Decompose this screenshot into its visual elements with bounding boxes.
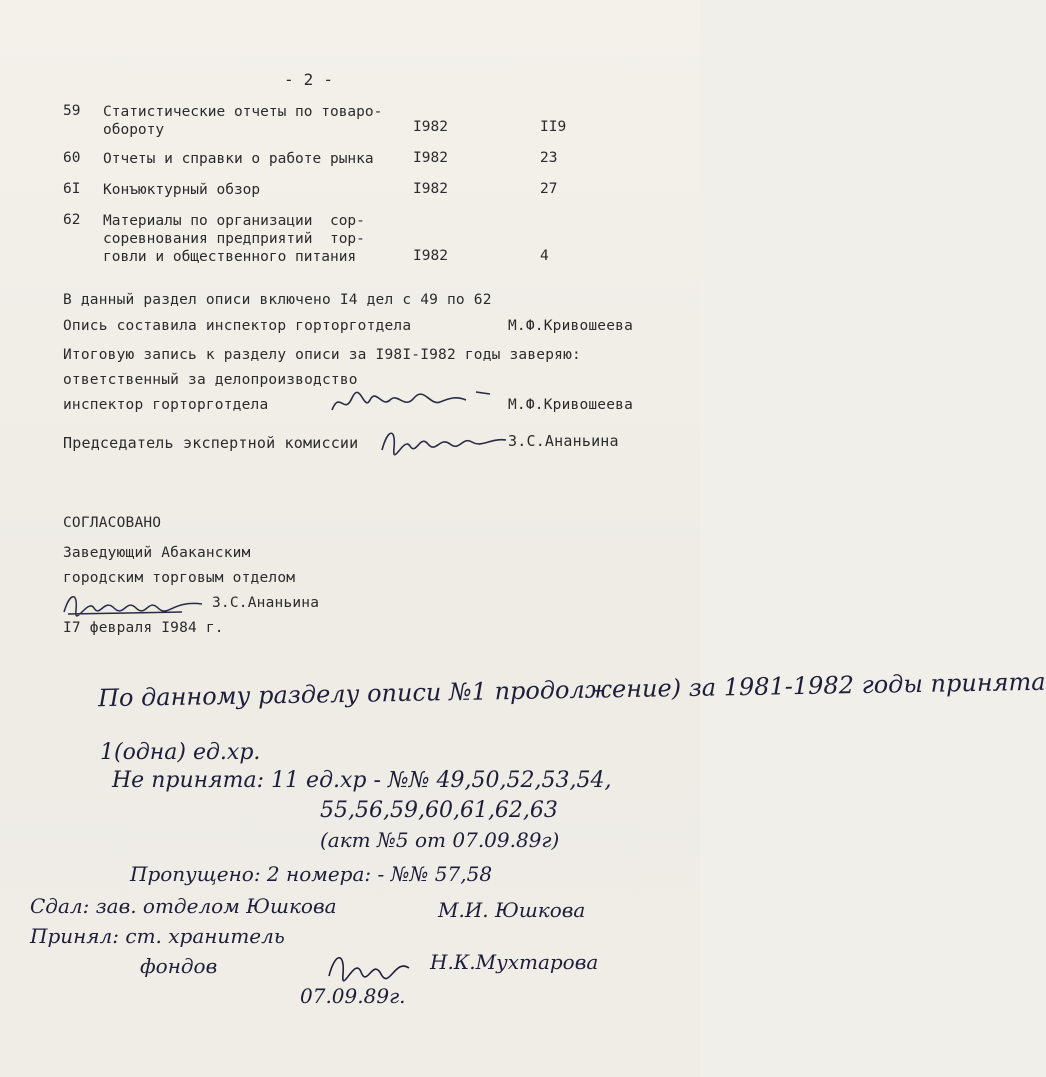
item-year: I982: [413, 248, 448, 264]
item-number: 60: [63, 150, 81, 166]
item-title: Отчеты и справки о работе рынка: [103, 151, 374, 167]
inspector-signature: [330, 388, 500, 418]
handwritten-note-line-2: 1(одна) ед.хр.: [100, 740, 261, 765]
handwritten-note-line-7-name: М.И. Юшкова: [438, 898, 586, 922]
handwritten-note-line-3: Не принята: 11 ед.хр - №№ 49,50,52,53,54,: [112, 768, 612, 793]
item-count: 4: [540, 248, 549, 264]
approval-line-2: городским торговым отделом: [63, 570, 296, 586]
item-number: 62: [63, 212, 81, 228]
compiled-by-name: М.Ф.Кривошеева: [508, 318, 634, 334]
handwritten-note-line-8: Принял: ст. хранитель: [30, 924, 285, 948]
chair-name: З.С.Ананьина: [508, 432, 619, 450]
item-year: I982: [413, 181, 448, 197]
item-number: 6I: [63, 181, 81, 197]
approval-line-1: Заведующий Абаканским: [63, 545, 251, 561]
compiled-by-label: Опись составила инспектор горторготдела: [63, 318, 412, 334]
chair-signature: [380, 424, 510, 456]
item-count: II9: [540, 119, 567, 135]
receiver-signature: [325, 948, 415, 984]
item-year: I982: [413, 150, 448, 166]
approval-name: З.С.Ананьина: [212, 595, 320, 611]
approval-heading: СОГЛАСОВАНО: [63, 515, 162, 531]
responsible-label: ответственный за делопроизводство: [63, 372, 358, 388]
item-year: I982: [413, 119, 448, 135]
approval-date: I7 февраля I984 г.: [63, 620, 224, 636]
handwritten-note-line-6: Пропущено: 2 номера: - №№ 57,58: [130, 862, 493, 886]
inspector-label: инспектор горторготдела: [63, 397, 269, 413]
page-number: - 2 -: [284, 70, 334, 89]
item-title: Материалы по организации сор- соревнования предприятий тор- говли и общественного питания: [103, 213, 365, 265]
handwritten-note-line-9: фондов: [140, 954, 218, 978]
item-count: 27: [540, 181, 558, 197]
chair-label: Председатель экспертной комиссии: [63, 434, 359, 452]
item-title: Конъюктурный обзор: [103, 182, 261, 198]
inspector-name: М.Ф.Кривошеева: [508, 397, 634, 413]
handwritten-note-line-7: Сдал: зав. отделом Юшкова: [30, 894, 337, 918]
handwritten-note-line-4: 55,56,59,60,61,62,63: [320, 798, 558, 823]
handwritten-note-line-1: По данному разделу описи №1 продолжение) за 1981-1982 годы принята: [97, 667, 1046, 713]
approval-signature: [62, 588, 207, 618]
included-statement: В данный раздел описи включено I4 дел с 49 по 62: [63, 292, 492, 308]
handwritten-note-line-10: 07.09.89г.: [300, 984, 406, 1008]
item-count: 23: [540, 150, 558, 166]
handwritten-note-line-9-name: Н.К.Мухтарова: [430, 950, 599, 974]
item-title: Статистические отчеты по товаро- обороту: [103, 104, 383, 138]
certify-statement: Итоговую запись к разделу описи за I98I-I982 годы заверяю:: [63, 347, 581, 363]
handwritten-note-line-5: (акт №5 от 07.09.89г): [320, 828, 560, 852]
item-number: 59: [63, 103, 81, 119]
